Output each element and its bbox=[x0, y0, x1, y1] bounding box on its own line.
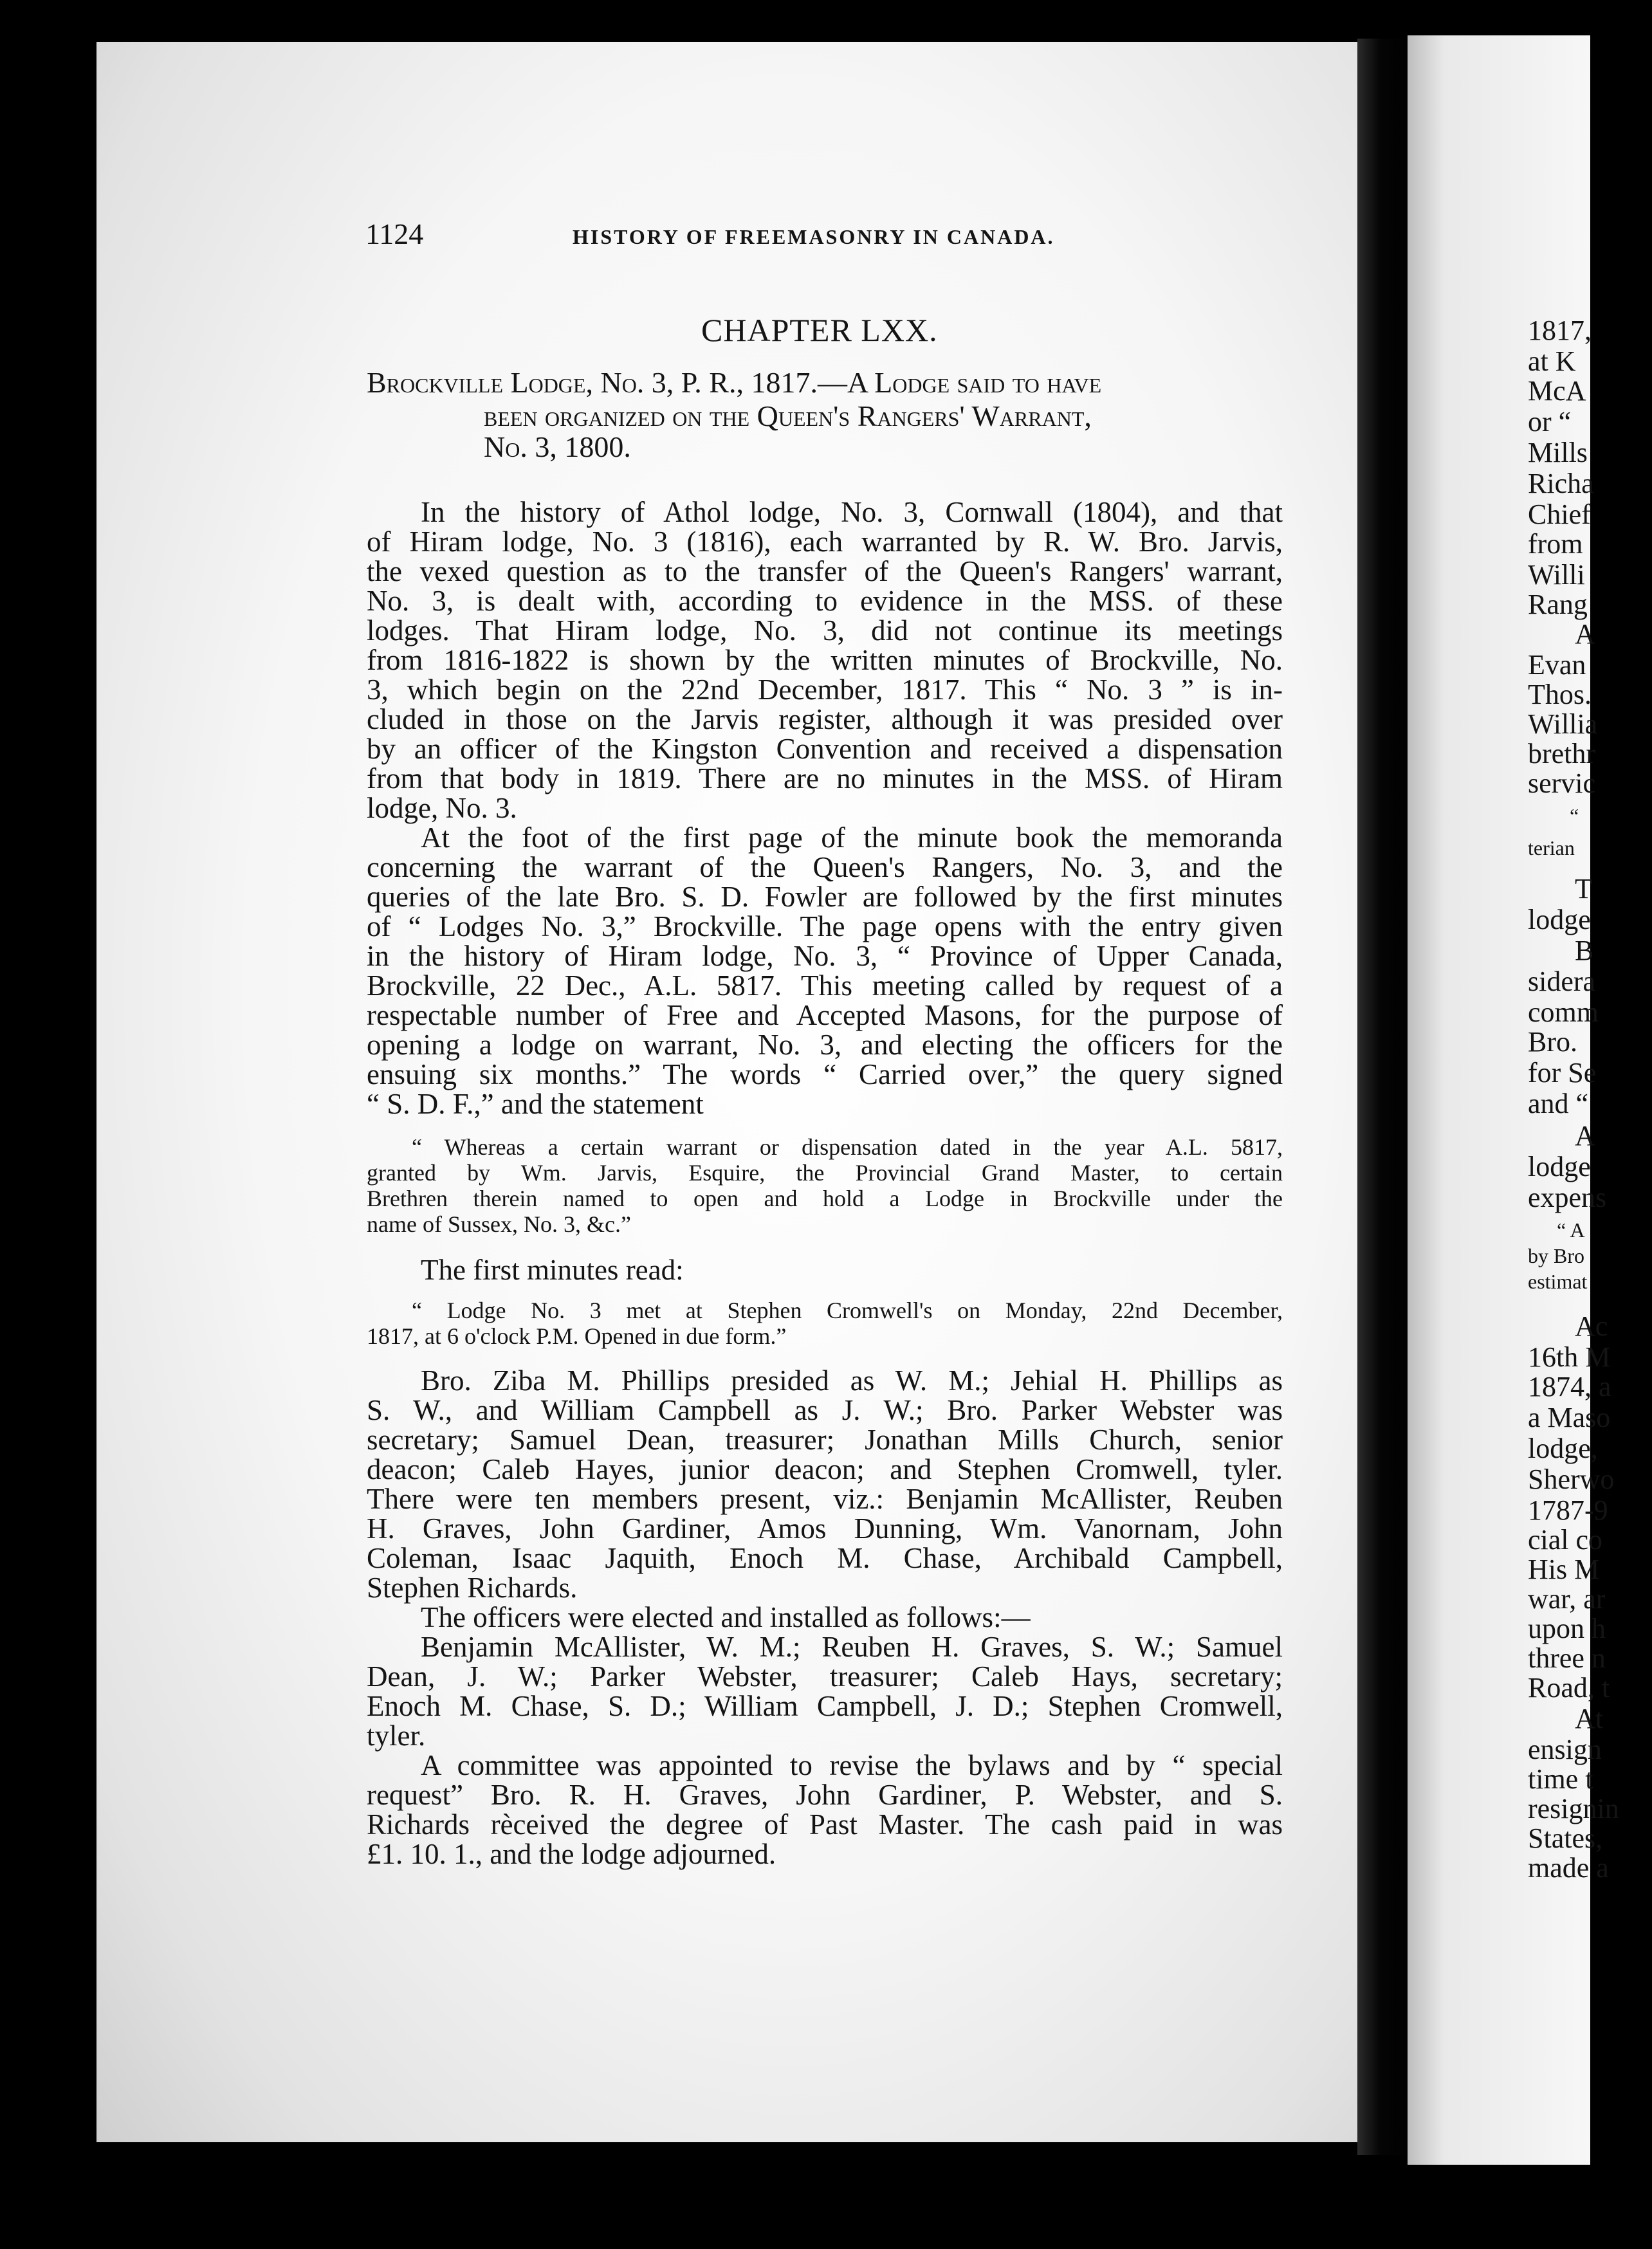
right-page-fragment: His M bbox=[1528, 1554, 1600, 1585]
right-page-fragment: estimat bbox=[1528, 1270, 1588, 1293]
body-line: queries of the late Bro. S. D. Fowler are followed by the first minutes bbox=[367, 881, 1283, 913]
right-page-fragment: Ac bbox=[1575, 1310, 1608, 1342]
body-line: request” Bro. R. H. Graves, John Gardiner, P. Webster, and S. bbox=[367, 1779, 1283, 1811]
right-page-fragment: sidera bbox=[1528, 966, 1596, 997]
body-line: At the foot of the first page of the minute book the memoranda bbox=[421, 822, 1283, 854]
body-line: from that body in 1819. There are no minutes in the MSS. of Hiram bbox=[367, 762, 1283, 794]
body-line: Brockville, 22 Dec., A.L. 5817. This meeting called by request of a bbox=[367, 969, 1283, 1002]
body-line: by an officer of the Kingston Convention and received a dispensation bbox=[367, 733, 1283, 765]
right-page-fragment: Thos. bbox=[1528, 679, 1592, 710]
right-page-fragment: three n bbox=[1528, 1642, 1606, 1674]
right-page-fragment: ensign bbox=[1528, 1734, 1602, 1765]
right-page-fragment: Richa bbox=[1528, 468, 1594, 499]
body-line: No. 3, is dealt with, according to evidence in the MSS. of these bbox=[367, 585, 1283, 617]
body-line: of Hiram lodge, No. 3 (1816), each warranted by R. W. Bro. Jarvis, bbox=[367, 526, 1283, 558]
body-line: cluded in those on the Jarvis register, although it was presided over bbox=[367, 703, 1283, 735]
section-heading-line: been organized on the Queen's Rangers' Warrant, bbox=[484, 399, 1092, 432]
right-page-fragment: Evan bbox=[1528, 649, 1586, 681]
right-page-fragment: T bbox=[1575, 873, 1592, 904]
right-page-fragment: At bbox=[1575, 1703, 1603, 1734]
body-line: In the history of Athol lodge, No. 3, Cornwall (1804), and that bbox=[421, 496, 1283, 528]
body-line: H. Graves, John Gardiner, Amos Dunning, Wm. Vanornam, John bbox=[367, 1512, 1283, 1545]
right-page-fragment: lodge bbox=[1528, 1151, 1591, 1182]
body-line: concerning the warrant of the Queen's Rangers, No. 3, and the bbox=[367, 851, 1283, 883]
quote-line: Brethren therein named to open and hold a Lodge in Brockville under the bbox=[367, 1186, 1283, 1211]
body-line: S. W., and William Campbell as J. W.; Bro. Parker Webster was bbox=[367, 1394, 1283, 1426]
right-page-fragment: servic bbox=[1528, 767, 1596, 799]
right-page-fragment: 1787-9 bbox=[1528, 1494, 1608, 1526]
right-page-fragment: Rang bbox=[1528, 589, 1588, 620]
right-page-fragment: by Bro bbox=[1528, 1244, 1584, 1267]
quote-line: granted by Wm. Jarvis, Esquire, the Provincial Grand Master, to certain bbox=[367, 1160, 1283, 1186]
right-page-fragment: upon h bbox=[1528, 1613, 1606, 1644]
right-page-fragment: and “ bbox=[1528, 1088, 1589, 1119]
body-line: lodges. That Hiram lodge, No. 3, did not continue its meetings bbox=[367, 614, 1283, 647]
right-page-fragment: “ A bbox=[1557, 1218, 1585, 1242]
right-page-fragment: Chief bbox=[1528, 499, 1591, 530]
running-title: HISTORY OF FREEMASONRY IN CANADA. bbox=[573, 225, 1055, 248]
body-line: ensuing six months.” The words “ Carried over,” the query signed bbox=[367, 1058, 1283, 1090]
right-page-fragment: 1817, bbox=[1528, 315, 1592, 346]
quote-line: “ Whereas a certain warrant or dispensation dated in the year A.L. 5817, bbox=[412, 1134, 1283, 1160]
right-page-fragment: made a bbox=[1528, 1852, 1609, 1884]
body-line: respectable number of Free and Accepted Masons, for the purpose of bbox=[367, 999, 1283, 1031]
right-page-fragment: war, ar bbox=[1528, 1583, 1606, 1615]
body-line: There were ten members present, viz.: Benjamin McAllister, Reuben bbox=[367, 1483, 1283, 1515]
right-page-fragment: Bro. bbox=[1528, 1026, 1577, 1058]
page-number: 1124 bbox=[365, 217, 424, 250]
book-gutter bbox=[1357, 39, 1408, 2155]
right-page-fragment: States, bbox=[1528, 1822, 1603, 1854]
right-page-fragment: McA bbox=[1528, 375, 1586, 407]
body-line: in the history of Hiram lodge, No. 3, “ Province of Upper Canada, bbox=[367, 940, 1283, 972]
right-page-fragment: A bbox=[1575, 618, 1595, 650]
right-page-fragment: B bbox=[1575, 935, 1594, 966]
body-line: secretary; Samuel Dean, treasurer; Jonathan Mills Church, senior bbox=[367, 1424, 1283, 1456]
body-line: The officers were elected and installed as follows:— bbox=[421, 1601, 1031, 1633]
right-page-fragment: from bbox=[1528, 528, 1583, 560]
right-page-fragment: time t bbox=[1528, 1763, 1593, 1795]
quote-line: 1817, at 6 o'clock P.M. Opened in due form.” bbox=[367, 1323, 787, 1349]
body-line: 3, which begin on the 22nd December, 1817. This “ No. 3 ” is in- bbox=[367, 674, 1283, 706]
body-line: Stephen Richards. bbox=[367, 1572, 578, 1604]
section-heading-line: Brockville Lodge, No. 3, P. R., 1817.—A Lodge said to have bbox=[367, 366, 1102, 399]
right-page-fragment: at K bbox=[1528, 345, 1576, 377]
right-page-fragment: resignin bbox=[1528, 1793, 1619, 1824]
right-page-fragment: “ bbox=[1570, 804, 1579, 827]
chapter-title: CHAPTER LXX. bbox=[701, 312, 938, 348]
body-line: Enoch M. Chase, S. D.; William Campbell, J. D.; Stephen Cromwell, bbox=[367, 1690, 1283, 1722]
right-page-fragment: brethr bbox=[1528, 738, 1596, 769]
body-line: Dean, J. W.; Parker Webster, treasurer; Caleb Hays, secretary; bbox=[367, 1660, 1283, 1693]
right-page-fragment: cial co bbox=[1528, 1524, 1603, 1556]
right-page-fragment: for Se bbox=[1528, 1057, 1597, 1088]
body-line: “ S. D. F.,” and the statement bbox=[367, 1088, 704, 1120]
right-page-fragment: terian bbox=[1528, 836, 1575, 859]
right-page-fragment: 1874, a bbox=[1528, 1371, 1611, 1402]
body-line: Richards rèceived the degree of Past Master. The cash paid in was bbox=[367, 1808, 1283, 1841]
right-page-fragment: a Maso bbox=[1528, 1402, 1611, 1433]
right-page-fragment: 16th M bbox=[1528, 1341, 1611, 1373]
right-page-fragment: expens bbox=[1528, 1182, 1607, 1213]
body-line: Benjamin McAllister, W. M.; Reuben H. Graves, S. W.; Samuel bbox=[421, 1631, 1283, 1663]
body-line: the vexed question as to the transfer of the Queen's Rangers' warrant, bbox=[367, 555, 1283, 587]
quote-line: “ Lodge No. 3 met at Stephen Cromwell's on Monday, 22nd December, bbox=[412, 1298, 1283, 1323]
right-page-fragment: Willi bbox=[1528, 559, 1585, 591]
body-line: A committee was appointed to revise the bylaws and by “ special bbox=[421, 1749, 1283, 1781]
section-heading-line: No. 3, 1800. bbox=[484, 430, 631, 463]
body-line: deacon; Caleb Hayes, junior deacon; and Stephen Cromwell, tyler. bbox=[367, 1453, 1283, 1485]
quote-line: name of Sussex, No. 3, &c.” bbox=[367, 1211, 631, 1237]
body-line: of “ Lodges No. 3,” Brockville. The page opens with the entry given bbox=[367, 910, 1283, 942]
body-line: Bro. Ziba M. Phillips presided as W. M.; Jehial H. Phillips as bbox=[421, 1364, 1283, 1397]
body-line: opening a lodge on warrant, No. 3, and electing the officers for the bbox=[367, 1029, 1283, 1061]
right-page-fragment: comm bbox=[1528, 996, 1599, 1028]
right-page-fragment: Mills bbox=[1528, 437, 1588, 468]
right-page-fragment: Road, t bbox=[1528, 1672, 1610, 1703]
body-line: £1. 10. 1., and the lodge adjourned. bbox=[367, 1838, 776, 1870]
right-page-fragment: A bbox=[1575, 1120, 1595, 1152]
right-page-fragment: Sherwo bbox=[1528, 1464, 1615, 1495]
body-line: lodge, No. 3. bbox=[367, 792, 517, 824]
body-line: tyler. bbox=[367, 1720, 426, 1752]
right-page-fragment: lodge, bbox=[1528, 1433, 1598, 1464]
right-page-fragment: lodge bbox=[1528, 904, 1591, 935]
first-minutes-intro: The first minutes read: bbox=[421, 1254, 684, 1286]
body-line: Coleman, Isaac Jaquith, Enoch M. Chase, Archibald Campbell, bbox=[367, 1542, 1283, 1574]
body-line: from 1816-1822 is shown by the written minutes of Brockville, No. bbox=[367, 644, 1283, 676]
right-page-fragment: Willia bbox=[1528, 708, 1598, 740]
right-page-fragment: or “ bbox=[1528, 406, 1572, 437]
